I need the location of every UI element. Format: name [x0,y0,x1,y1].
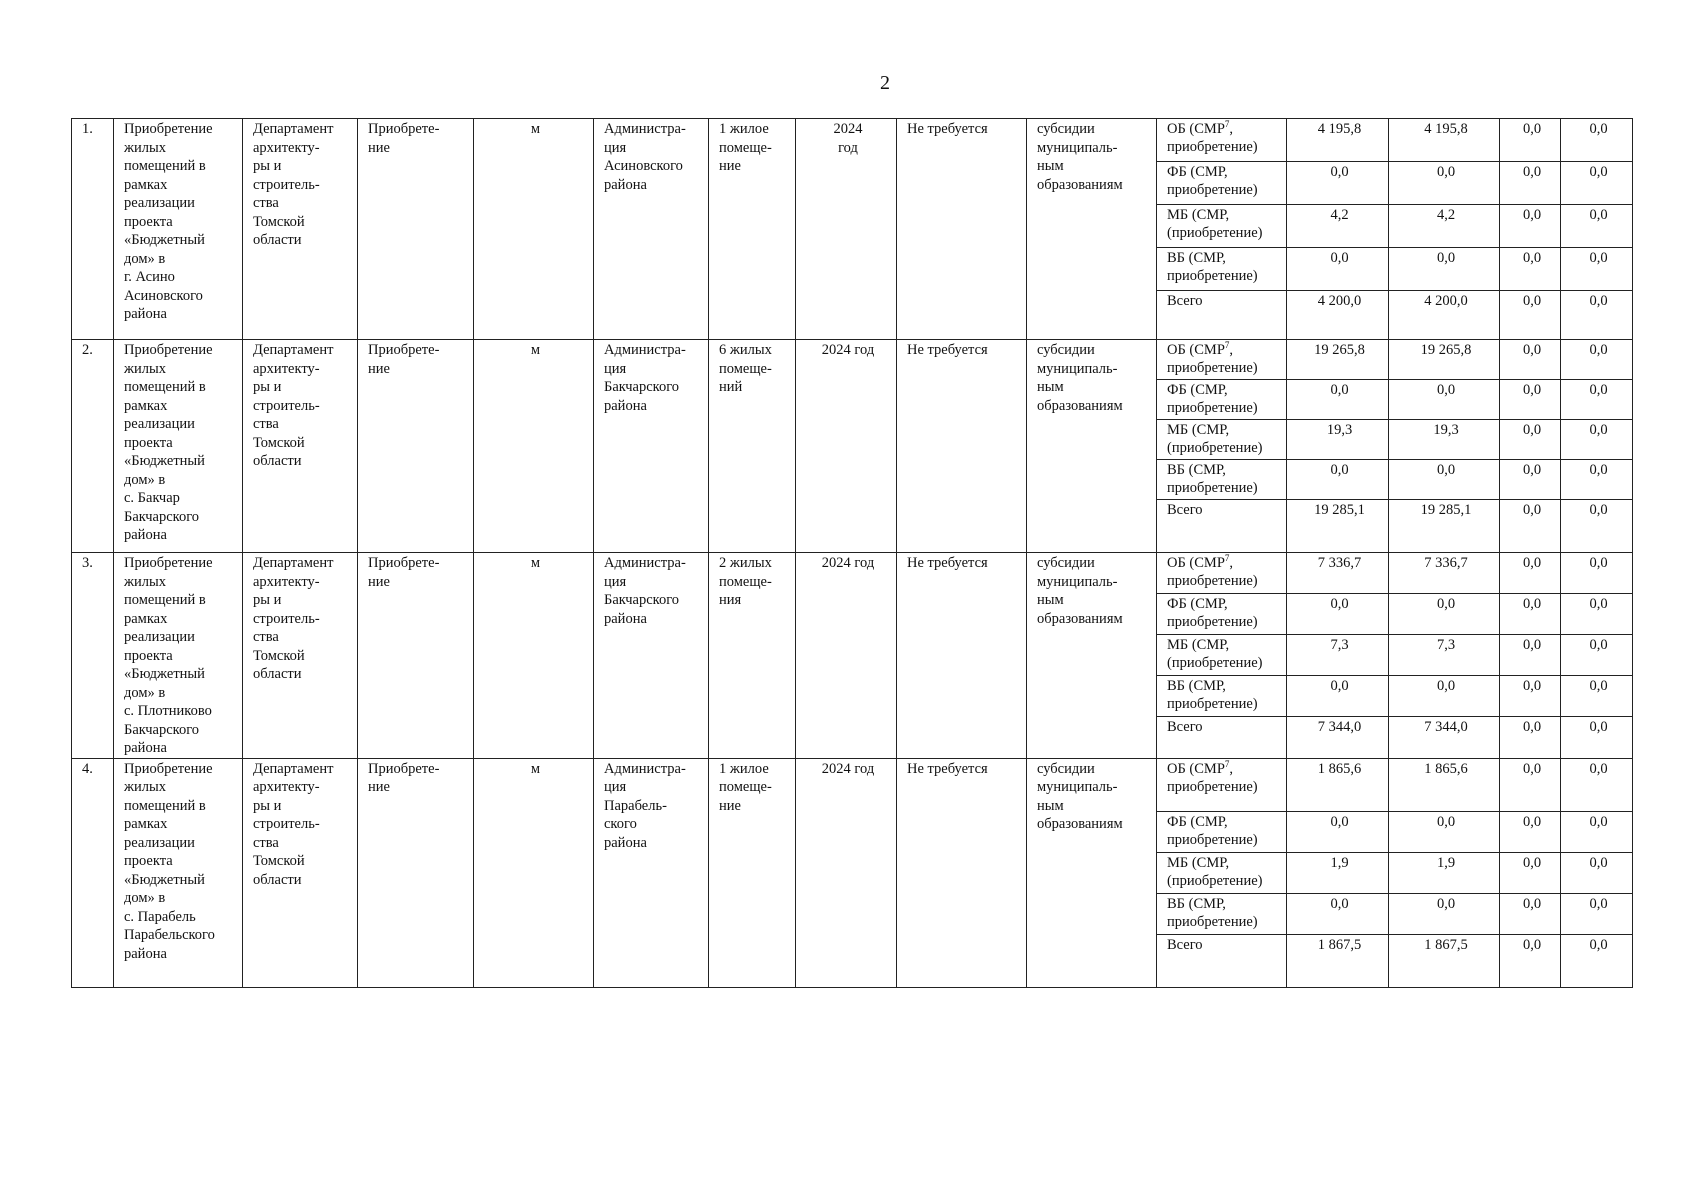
capacity: 1 жилое помеще- ние [709,758,796,987]
row-number: 4. [72,758,114,987]
investment-type: Приобрете- ние [358,119,474,340]
capacity: 2 жилых помеще- ния [709,553,796,759]
amount-v4: 0,0 [1561,852,1633,893]
amount-v2: 0,0 [1389,380,1500,420]
amount-v1: 0,0 [1287,460,1389,500]
amount-v3: 0,0 [1500,420,1561,460]
fund-source: ОБ (СМР$^7$, приобретение) [1157,119,1287,162]
amount-v4: 0,0 [1561,340,1633,380]
amount-v4: 0,0 [1561,248,1633,291]
footnote-mark: 7 [1224,119,1230,130]
amount-v1: 4 200,0 [1287,291,1389,340]
row-number: 2. [72,340,114,553]
amount-v2: 0,0 [1389,162,1500,205]
amount-v3: 0,0 [1500,634,1561,675]
row-number: 1. [72,119,114,340]
amount-v3: 0,0 [1500,934,1561,987]
amount-v3: 0,0 [1500,291,1561,340]
funding-form: субсидии муниципаль- ным образованиям [1027,553,1157,759]
amount-v2: 1 865,6 [1389,758,1500,811]
amount-v4: 0,0 [1561,380,1633,420]
amount-v1: 19 285,1 [1287,500,1389,553]
amount-v1: 19 265,8 [1287,340,1389,380]
fund-source: ВБ (СМР, приобретение) [1157,460,1287,500]
amount-v1: 0,0 [1287,811,1389,852]
amount-v3: 0,0 [1500,593,1561,634]
amount-v4: 0,0 [1561,420,1633,460]
unit: м [474,340,594,553]
amount-v1: 0,0 [1287,593,1389,634]
amount-v1: 4 195,8 [1287,119,1389,162]
amount-v2: 19 285,1 [1389,500,1500,553]
expertise: Не требуется [897,119,1027,340]
amount-v3: 0,0 [1500,675,1561,716]
fund-source: ВБ (СМР, приобретение) [1157,893,1287,934]
amount-v3: 0,0 [1500,460,1561,500]
fund-source: ОБ (СМР$^7$, приобретение) [1157,340,1287,380]
amount-v2: 4 200,0 [1389,291,1500,340]
amount-v1: 1 865,6 [1287,758,1389,811]
amount-v2: 0,0 [1389,460,1500,500]
amount-v3: 0,0 [1500,852,1561,893]
capacity: 6 жилых помеще- ний [709,340,796,553]
object-name: Приобретение жилых помещений в рамках реализации проекта «Бюджетный дом» в с. Плотниково Бакчарского района [114,553,243,759]
object-name: Приобретение жилых помещений в рамках реализации проекта «Бюджетный дом» в с. Бакчар Бакчарского района [114,340,243,553]
funding-form: субсидии муниципаль- ным образованиям [1027,758,1157,987]
fund-source: ФБ (СМР, приобретение) [1157,811,1287,852]
fund-source: ФБ (СМР, приобретение) [1157,380,1287,420]
fund-source: МБ (СМР, (приобретение) [1157,852,1287,893]
amount-v2: 7,3 [1389,634,1500,675]
amount-v2: 4,2 [1389,205,1500,248]
footnote-mark: 7 [1224,340,1230,351]
department: Департамент архитекту- ры и строитель- ства Томской области [243,758,358,987]
fund-source: МБ (СМР, (приобретение) [1157,420,1287,460]
fund-source: ВБ (СМР, приобретение) [1157,248,1287,291]
expertise: Не требуется [897,758,1027,987]
fund-source: Всего [1157,716,1287,758]
recipient: Администра- ция Парабель- ского района [594,758,709,987]
table-row [72,340,1633,380]
amount-v2: 1,9 [1389,852,1500,893]
amount-v2: 7 336,7 [1389,553,1500,594]
amount-v3: 0,0 [1500,340,1561,380]
amount-v3: 0,0 [1500,893,1561,934]
amount-v4: 0,0 [1561,162,1633,205]
amount-v1: 1 867,5 [1287,934,1389,987]
recipient: Администра- ция Бакчарского района [594,340,709,553]
amount-v4: 0,0 [1561,291,1633,340]
fund-source: ФБ (СМР, приобретение) [1157,593,1287,634]
amount-v1: 7 344,0 [1287,716,1389,758]
funding-form: субсидии муниципаль- ным образованиям [1027,119,1157,340]
fund-source: Всего [1157,500,1287,553]
objects-table [71,118,1633,988]
table-row [72,553,1633,594]
expertise: Не требуется [897,553,1027,759]
amount-v3: 0,0 [1500,119,1561,162]
row-number: 3. [72,553,114,759]
amount-v1: 0,0 [1287,248,1389,291]
object-name: Приобретение жилых помещений в рамках реализации проекта «Бюджетный дом» в с. Парабель Парабельского района [114,758,243,987]
footnote-mark: 7 [1224,758,1230,769]
amount-v1: 0,0 [1287,380,1389,420]
amount-v1: 19,3 [1287,420,1389,460]
fund-source: ОБ (СМР$^7$, приобретение) [1157,758,1287,811]
amount-v4: 0,0 [1561,934,1633,987]
capacity: 1 жилое помеще- ние [709,119,796,340]
amount-v1: 7,3 [1287,634,1389,675]
amount-v4: 0,0 [1561,893,1633,934]
department: Департамент архитекту- ры и строитель- ства Томской области [243,340,358,553]
recipient: Администра- ция Бакчарского района [594,553,709,759]
amount-v4: 0,0 [1561,811,1633,852]
object-name: Приобретение жилых помещений в рамках реализации проекта «Бюджетный дом» в г. Асино Асиновского района [114,119,243,340]
amount-v2: 0,0 [1389,675,1500,716]
expertise: Не требуется [897,340,1027,553]
amount-v3: 0,0 [1500,553,1561,594]
unit: м [474,758,594,987]
year: 2024 год [796,119,897,340]
recipient: Администра- ция Асиновского района [594,119,709,340]
fund-source: ОБ (СМР$^7$, приобретение) [1157,553,1287,594]
unit: м [474,553,594,759]
amount-v3: 0,0 [1500,205,1561,248]
amount-v2: 4 195,8 [1389,119,1500,162]
year: 2024 год [796,553,897,759]
amount-v2: 0,0 [1389,248,1500,291]
amount-v3: 0,0 [1500,380,1561,420]
amount-v4: 0,0 [1561,553,1633,594]
investment-type: Приобрете- ние [358,553,474,759]
amount-v3: 0,0 [1500,248,1561,291]
amount-v4: 0,0 [1561,593,1633,634]
amount-v1: 0,0 [1287,675,1389,716]
fund-source: МБ (СМР, (приобретение) [1157,634,1287,675]
fund-source: ВБ (СМР, приобретение) [1157,675,1287,716]
amount-v2: 0,0 [1389,593,1500,634]
amount-v3: 0,0 [1500,162,1561,205]
amount-v4: 0,0 [1561,460,1633,500]
fund-source: Всего [1157,934,1287,987]
year: 2024 год [796,340,897,553]
department: Департамент архитекту- ры и строитель- ства Томской области [243,119,358,340]
amount-v3: 0,0 [1500,716,1561,758]
table-row [72,758,1633,811]
amount-v4: 0,0 [1561,205,1633,248]
amount-v3: 0,0 [1500,811,1561,852]
amount-v2: 19 265,8 [1389,340,1500,380]
amount-v2: 1 867,5 [1389,934,1500,987]
amount-v2: 0,0 [1389,893,1500,934]
amount-v2: 0,0 [1389,811,1500,852]
amount-v4: 0,0 [1561,716,1633,758]
investment-type: Приобрете- ние [358,758,474,987]
fund-source: МБ (СМР, (приобретение) [1157,205,1287,248]
amount-v3: 0,0 [1500,758,1561,811]
page-number: 2 [880,72,890,94]
amount-v2: 7 344,0 [1389,716,1500,758]
amount-v4: 0,0 [1561,758,1633,811]
table-row [72,119,1633,162]
year: 2024 год [796,758,897,987]
amount-v1: 1,9 [1287,852,1389,893]
amount-v1: 0,0 [1287,162,1389,205]
footnote-mark: 7 [1224,553,1230,564]
amount-v1: 7 336,7 [1287,553,1389,594]
amount-v4: 0,0 [1561,119,1633,162]
fund-source: Всего [1157,291,1287,340]
amount-v4: 0,0 [1561,500,1633,553]
amount-v1: 0,0 [1287,893,1389,934]
amount-v4: 0,0 [1561,675,1633,716]
fund-source: ФБ (СМР, приобретение) [1157,162,1287,205]
amount-v3: 0,0 [1500,500,1561,553]
funding-form: субсидии муниципаль- ным образованиям [1027,340,1157,553]
amount-v2: 19,3 [1389,420,1500,460]
amount-v4: 0,0 [1561,634,1633,675]
investment-type: Приобрете- ние [358,340,474,553]
amount-v1: 4,2 [1287,205,1389,248]
department: Департамент архитекту- ры и строитель- ства Томской области [243,553,358,759]
unit: м [474,119,594,340]
